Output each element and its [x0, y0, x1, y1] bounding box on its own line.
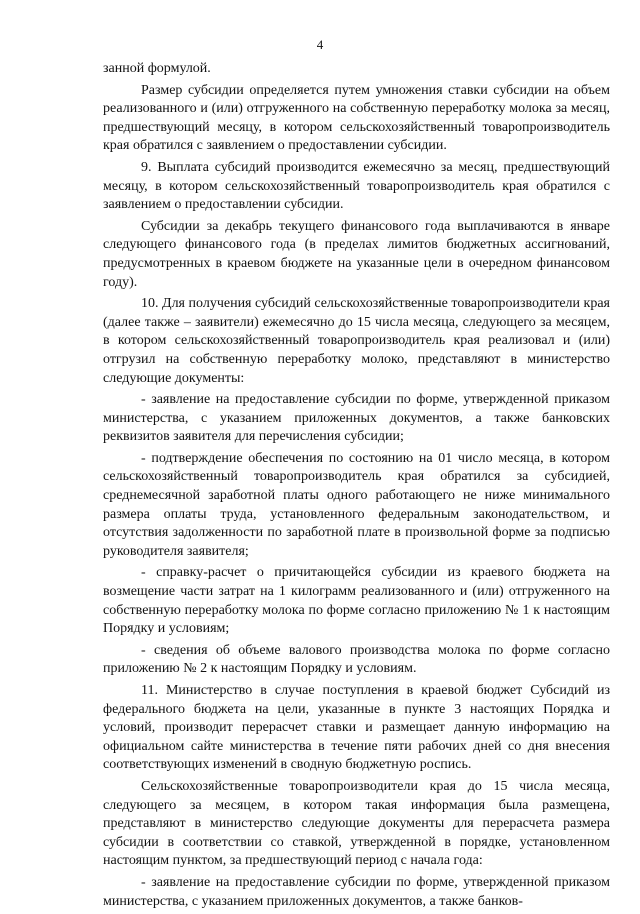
list-item: - заявление на предоставление субсидии по форме, утвержденной приказом министерства, с указанием приложенных документов, а также банков-	[103, 874, 610, 909]
paragraph: Субсидии за декабрь текущего финансового года выплачиваются в январе следующего финансового года (в пределах лимитов бюджетных ассигнований, предусмотренных в краевом бюджете на указанные цели в очередном финансовом году).	[103, 218, 610, 290]
paragraph: 11. Министерство в случае поступления в краевой бюджет Субсидий из федерального бюджета на цели, указанные в пункте 3 настоящих Порядка и условий, производит перерасчет ставки и размещает данную информацию на официальном сайте министерства в течение пяти рабочих дней со дня внесения соответствующих изменений в сводную бюджетную роспись.	[103, 683, 610, 773]
paragraph: занной формулой.	[103, 61, 211, 76]
document-body	[103, 60, 610, 914]
list-item: - заявление на предоставление субсидии по форме, утвержденной приказом министерства, с указанием приложенных документов, а также банковских реквизитов заявителя для перечисления субсидии;	[103, 392, 610, 445]
list-item: - сведения об объеме валового производства молока по форме согласно приложению № 2 к настоящим Порядку и условиям.	[103, 642, 610, 677]
list-item: - подтверждение обеспечения по состоянию на 01 число месяца, в котором сельскохозяйственный товаропроизводитель края обратился за субсидией, среднемесячной заработной платы одного работающего не ниже минимального размера оплаты труда, установленного федеральным законодательством, и отсутствия задолженности по заработной плате в произвольной форме за подписью руководителя заявителя;	[103, 450, 610, 559]
paragraph: Сельскохозяйственные товаропроизводители края до 15 числа месяца, следующего за месяцем, в котором такая информация была размещена, представляют в министерство следующие документы для перерасчета размера субсидии в соответствии со ставкой, утвержденной в порядке, установленном настоящим пунктом, за предшествующий период с начала года:	[103, 778, 610, 869]
list-item: - справку-расчет о причитающейся субсидии из краевого бюджета на возмещение части затрат на 1 килограмм реализованного и (или) отгруженного на собственную переработку молока по форме согласно приложению № 1 к настоящим Порядку и условиям;	[103, 565, 610, 637]
page-number: 4	[316, 37, 324, 52]
paragraph: 9. Выплата субсидий производится ежемесячно за месяц, предшествующий месяцу, в котором сельскохозяйственный товаропроизводитель края обратился с заявлением о предоставлении субсидии.	[103, 159, 610, 213]
paragraph: 10. Для получения субсидий сельскохозяйственные товаропроизводители края (далее также – заявители) ежемесячно до 15 числа месяца, следующего за месяцем, в котором сельскохозяйственный товаропроизводитель края реализовал и (или) отгрузил на собственную переработку молоко, представляют в министерство следующие документы:	[103, 296, 610, 386]
paragraph: Размер субсидии определяется путем умножения ставки субсидии на объем реализованного и (или) отгруженного на собственную переработку молока за месяц, предшествующий месяцу, в котором сельскохозяйственный товаропроизводитель края обратился с заявлением о предоставлении субсидии.	[103, 82, 610, 154]
